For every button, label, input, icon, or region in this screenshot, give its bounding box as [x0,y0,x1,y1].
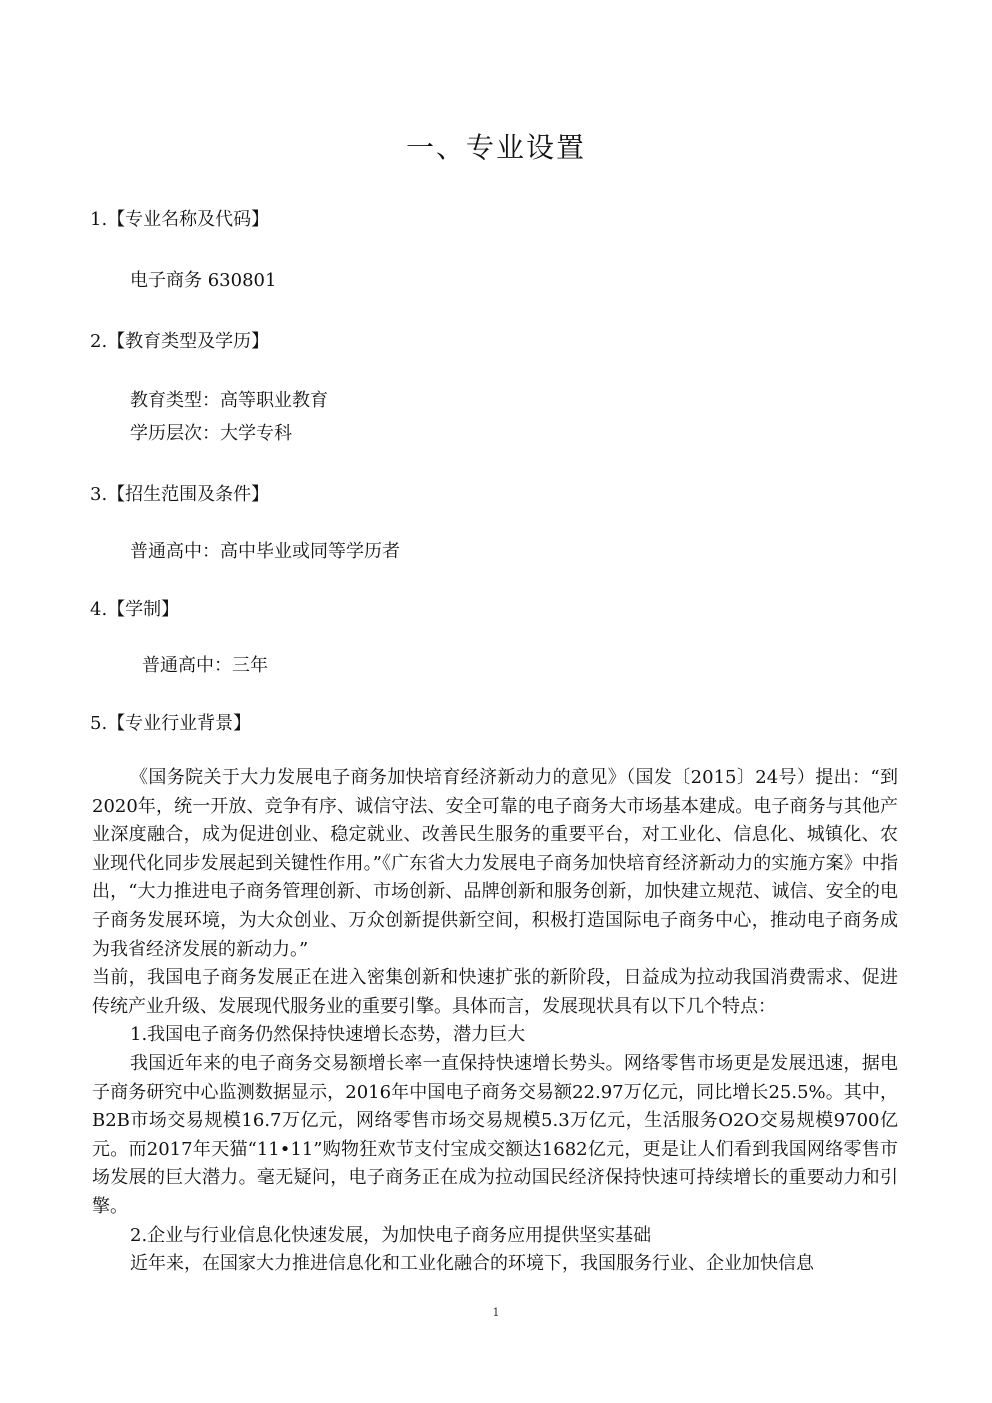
section-1-heading: 1.【专业名称及代码】 [90,209,270,230]
page-number: 1 [492,1306,500,1319]
section-3-heading: 3.【招生范围及条件】 [90,484,270,505]
section-4-heading: 4.【学制】 [90,599,180,620]
background-paragraph-1: 《国务院关于大力发展电子商务加快培育经济新动力的意见》（国发〔2015〕24号）提出：“到2020年，统一开放、竞争有序、诚信守法、安全可靠的电子商务大市场基本建成。电子商务与其他产业深度融合，成为促进创业、稳定就业、改善民生服务的重要平台，对工业化、信息化、城镇化、农业现代化同步发展起到关键性作用。”《广东省大力发展电子商务加快培育经济新动力的实施方案》中指出，“大力推进电子商务管理创新、市场创新、品牌创新和服务创新，加快建立规范、诚信、安全的电子商务发展环境，为大众创业、万众创新提供新空间，积极打造国际电子商务中心，推动电子商务成为我省经济发展的新动力。” [92,767,898,960]
background-subheading-1: 1.我国电子商务仍然保持快速增长态势，潜力巨大 [130,1024,526,1046]
section-1-value: 电子商务 630801 [130,270,277,291]
background-paragraph-3: 我国近年来的电子商务交易额增长率一直保持快速增长势头。网络零售市场更是发展迅速，据电子商务研究中心监测数据显示，2016年中国电子商务交易额22.97万亿元，同比增长25.5%。其中，B2B市场交易规模16.7万亿元，网络零售市场交易规模5.3万亿元，生活服务O2O交易规模9700亿元。而2017年天猫“11•11”购物狂欢节支付宝成交额达1682亿元，更是让人们看到我国网络零售市场发展的巨大潜力。毫无疑问，电子商务正在成为拉动国民经济保持快速可持续增长的重要动力和引擎。 [92,1052,898,1217]
section-5-heading: 5.【专业行业背景】 [90,713,252,734]
background-paragraph-2: 当前，我国电子商务发展正在进入密集创新和快速扩张的新阶段，日益成为拉动我国消费需求、促进传统产业升级、发展现代服务业的重要引擎。具体而言，发展现状具有以下几个特点： [92,967,898,1017]
section-3-value: 普通高中：高中毕业或同等学历者 [130,541,400,562]
section-2-heading: 2.【教育类型及学历】 [90,331,270,352]
background-subheading-2: 2.企业与行业信息化快速发展，为加快电子商务应用提供坚实基础 [130,1224,652,1246]
section-4-value: 普通高中：三年 [142,655,268,676]
background-text [92,764,898,1279]
background-paragraph-4: 近年来，在国家大力推进信息化和工业化融合的环境下，我国服务行业、企业加快信息 [130,1253,814,1275]
page-title: 一、专业设置 [405,131,586,164]
section-2-value-level: 学历层次：大学专科 [130,423,292,444]
section-2-value-type: 教育类型：高等职业教育 [130,390,328,411]
